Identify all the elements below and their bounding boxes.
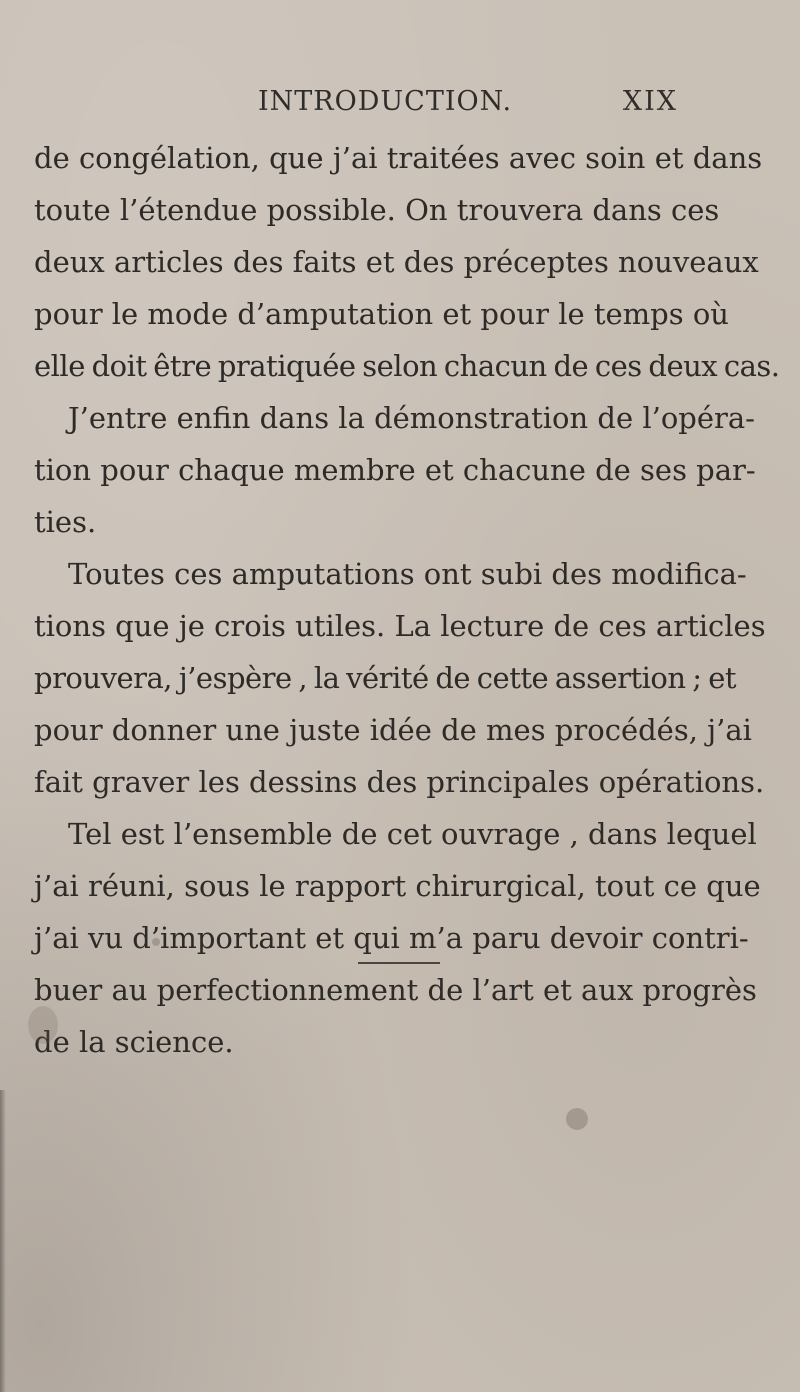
end-rule (358, 962, 440, 964)
text-line: Tel est l’ensemble de cet ouvrage , dans lequel (68, 817, 757, 851)
text-line: prouvera, j’espère , la vérité de cette assertion ; et (34, 661, 737, 695)
text-line: Toutes ces amputations ont subi des modifica- (68, 557, 747, 591)
body-text (34, 132, 780, 1068)
text-line: fait graver les dessins des principales opérations. (34, 765, 765, 799)
text-line: J’entre enfin dans la démonstration de l’opéra- (68, 401, 755, 435)
text-line: toute l’étendue possible. On trouvera dans ces (34, 193, 720, 227)
paper-stain (152, 938, 160, 946)
running-head (258, 86, 678, 130)
text-line: j’ai vu d’important et qui m’a paru devoir contri- (34, 921, 749, 955)
page-edge-shadow (0, 1090, 6, 1392)
text-line: pour le mode d’amputation et pour le temps où (34, 297, 729, 331)
running-title: INTRODUCTION. (258, 86, 513, 117)
text-line: deux articles des faits et des préceptes nouveaux (34, 245, 759, 279)
text-line: tions que je crois utiles. La lecture de ces articles (34, 609, 766, 643)
text-line: j’ai réuni, sous le rapport chirurgical, tout ce que (34, 869, 761, 903)
text-line: elle doit être pratiquée selon chacun de ces deux cas. (34, 349, 780, 383)
text-line: tion pour chaque membre et chacune de ses par- (34, 453, 756, 487)
text-line: de congélation, que j’ai traitées avec soin et dans (34, 141, 763, 175)
paper-stain (28, 1006, 58, 1044)
text-line: de la science. (34, 1025, 234, 1059)
text-line: buer au perfectionnement de l’art et aux progrès (34, 973, 757, 1007)
text-line: pour donner une juste idée de mes procédés, j’ai (34, 713, 752, 747)
paper-stain (566, 1108, 588, 1130)
page-number: XIX (622, 86, 678, 117)
text-line: ties. (34, 505, 97, 539)
